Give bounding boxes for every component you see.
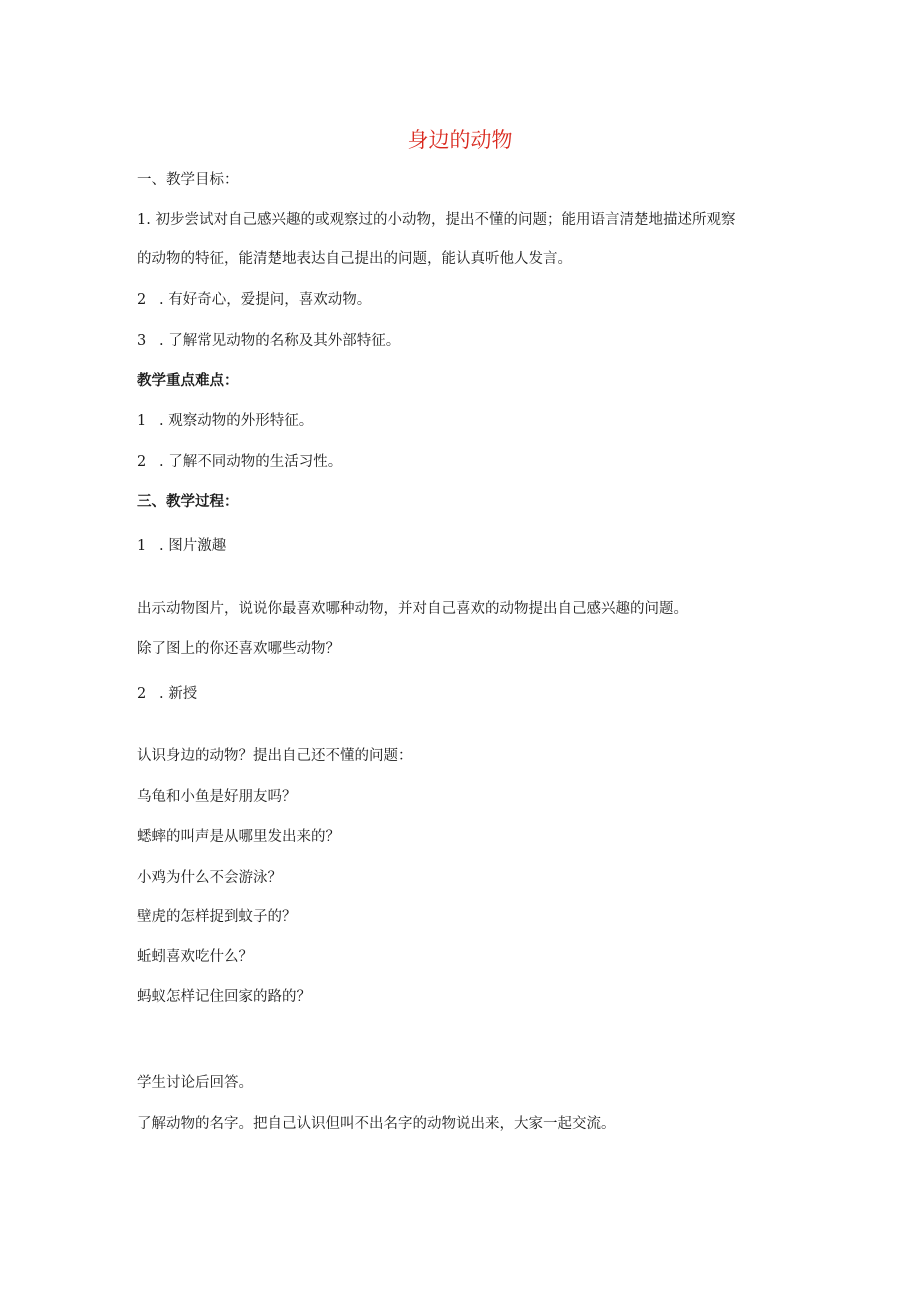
objective-2-text: . 有好奇心，爱提问，喜欢动物。 [159,292,372,308]
page-title: 身边的动物 [407,128,513,152]
objective-3-number: 3 [137,333,147,349]
key-point-1 [137,411,313,431]
process-step-2 [137,684,197,704]
key-point-2-number: 2 [137,454,147,470]
objective-2 [137,290,371,310]
key-point-1-text: . 观察动物的外形特征。 [159,413,314,429]
section-heading-process: 三、教学过程： [137,493,239,510]
objective-3-text: . 了解常见动物的名称及其外部特征。 [159,333,401,349]
process-step-2-text: . 新授 [159,686,198,702]
process-step-1-number: 1 [137,538,147,554]
key-point-1-number: 1 [137,413,147,429]
question-item: 蚂蚁怎样记住回家的路的？ [137,989,311,1005]
objective-1-line-2: 的动物的特征，能清楚地表达自己提出的问题，能认真听他人发言。 [137,251,572,267]
section-heading-objectives: 一、教学目标： [137,172,239,188]
process-step-1-text: . 图片激趣 [159,538,227,554]
question-item: 蚯蚓喜欢吃什么？ [137,949,253,965]
discussion-note: 学生讨论后回答。 [137,1075,253,1091]
questions-intro: 认识身边的动物？提出自己还不懂的问题： [137,748,413,764]
process-step-2-number: 2 [137,686,147,702]
process-step-1 [137,536,226,556]
question-item: 小鸡为什么不会游泳？ [137,870,282,886]
process-step-1-body-2: 除了图上的你还喜欢哪些动物？ [137,641,340,657]
question-item: 蟋蟀的叫声是从哪里发出来的？ [137,829,340,845]
question-item: 乌龟和小鱼是好朋友吗？ [137,789,297,805]
process-step-1-body-1: 出示动物图片，说说你最喜欢哪种动物，并对自己喜欢的动物提出自己感兴趣的问题。 [137,601,688,617]
key-point-2-text: . 了解不同动物的生活习性。 [159,454,343,470]
section-heading-key-points: 教学重点难点： [137,372,239,389]
objective-3 [137,331,400,351]
objective-2-number: 2 [137,292,147,308]
key-point-2 [137,452,342,472]
naming-note: 了解动物的名字。把自己认识但叫不出名字的动物说出来，大家一起交流。 [137,1116,616,1132]
objective-1-line-1: 1. 初步尝试对自己感兴趣的或观察过的小动物，提出不懂的问题；能用语言清楚地描述所观察 [137,212,736,228]
question-item: 壁虎的怎样捉到蚊子的？ [137,909,297,925]
